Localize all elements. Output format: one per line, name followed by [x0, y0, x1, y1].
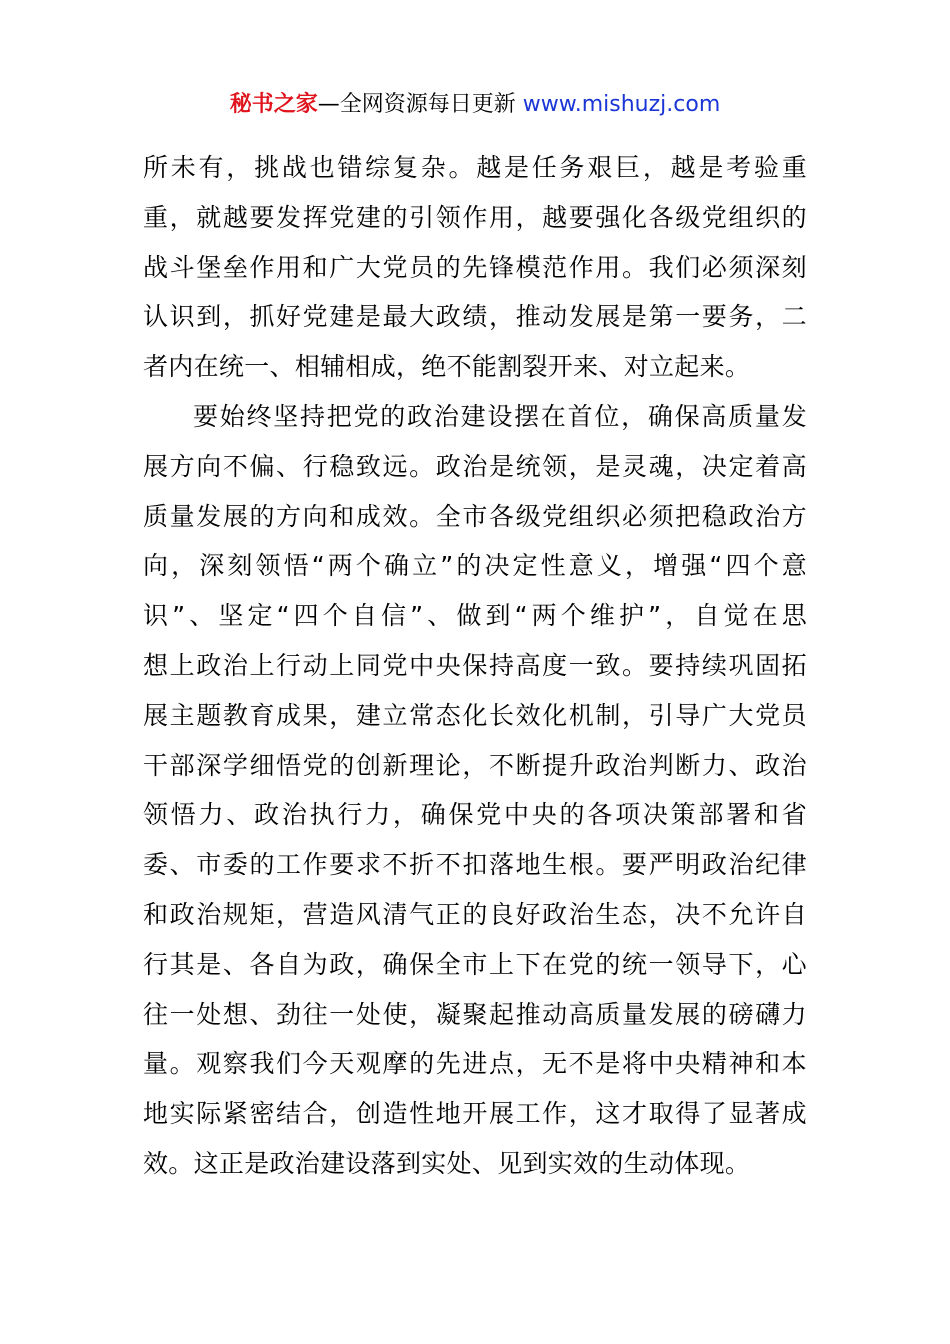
text-line: 想上政治上行动上同党中央保持高度一致。要持续巩固拓: [143, 650, 807, 680]
text-line: 行其是、各自为政，确保全市上下在党的统一领导下，心: [143, 949, 807, 979]
site-url-link[interactable]: www.mishuzj.com: [522, 92, 721, 117]
text-line: 领悟力、政治执行力，确保党中央的各项决策部署和省: [143, 800, 807, 830]
text-line: 干部深学细悟党的创新理论，不断提升政治判断力、政治: [143, 750, 807, 780]
text-line: 往一处想、劲往一处使，凝聚起推动高质量发展的磅礴力: [143, 999, 807, 1029]
text-line: 量。观察我们今天观摩的先进点，无不是将中央精神和本: [143, 1049, 807, 1079]
site-brand: 秘书之家: [229, 92, 318, 117]
text-line: 要始终坚持把党的政治建设摆在首位，确保高质量发: [193, 401, 807, 431]
text-line: 重，就越要发挥党建的引领作用，越要强化各级党组织的: [143, 202, 807, 232]
site-header: [0, 88, 950, 122]
text-line: 展方向不偏、行稳致远。政治是统领，是灵魂，决定着高: [143, 451, 807, 481]
text-line: 展主题教育成果，建立常态化长效化机制，引导广大党员: [143, 700, 807, 730]
text-line: 向，深刻领悟“两个确立”的决定性意义，增强“四个意: [143, 551, 807, 581]
text-line: 效。这正是政治建设落到实处、见到实效的生动体现。: [143, 1148, 751, 1178]
text-line: 战斗堡垒作用和广大党员的先锋模范作用。我们必须深刻: [143, 252, 807, 282]
paragraph-1: [143, 143, 807, 392]
text-line: 认识到，抓好党建是最大政绩，推动发展是第一要务，二: [143, 302, 807, 332]
text-line: 委、市委的工作要求不折不扣落地生根。要严明政治纪律: [143, 850, 807, 880]
text-line: 者内在统一、相辅相成，绝不能割裂开来、对立起来。: [143, 352, 751, 382]
text-line: 质量发展的方向和成效。全市各级党组织必须把稳政治方: [143, 501, 807, 531]
text-line: 地实际紧密结合，创造性地开展工作，这才取得了显著成: [143, 1099, 807, 1129]
text-line: 识”、坚定“四个自信”、做到“两个维护”，自觉在思: [143, 601, 807, 631]
paragraph-2: [143, 392, 807, 1189]
text-line: 和政治规矩，营造风清气正的良好政治生态，决不允许自: [143, 899, 807, 929]
document-body: [143, 143, 807, 1189]
text-line: 所未有，挑战也错综复杂。越是任务艰巨，越是考验重: [143, 153, 807, 182]
site-tagline: —全网资源每日更新: [317, 92, 523, 117]
